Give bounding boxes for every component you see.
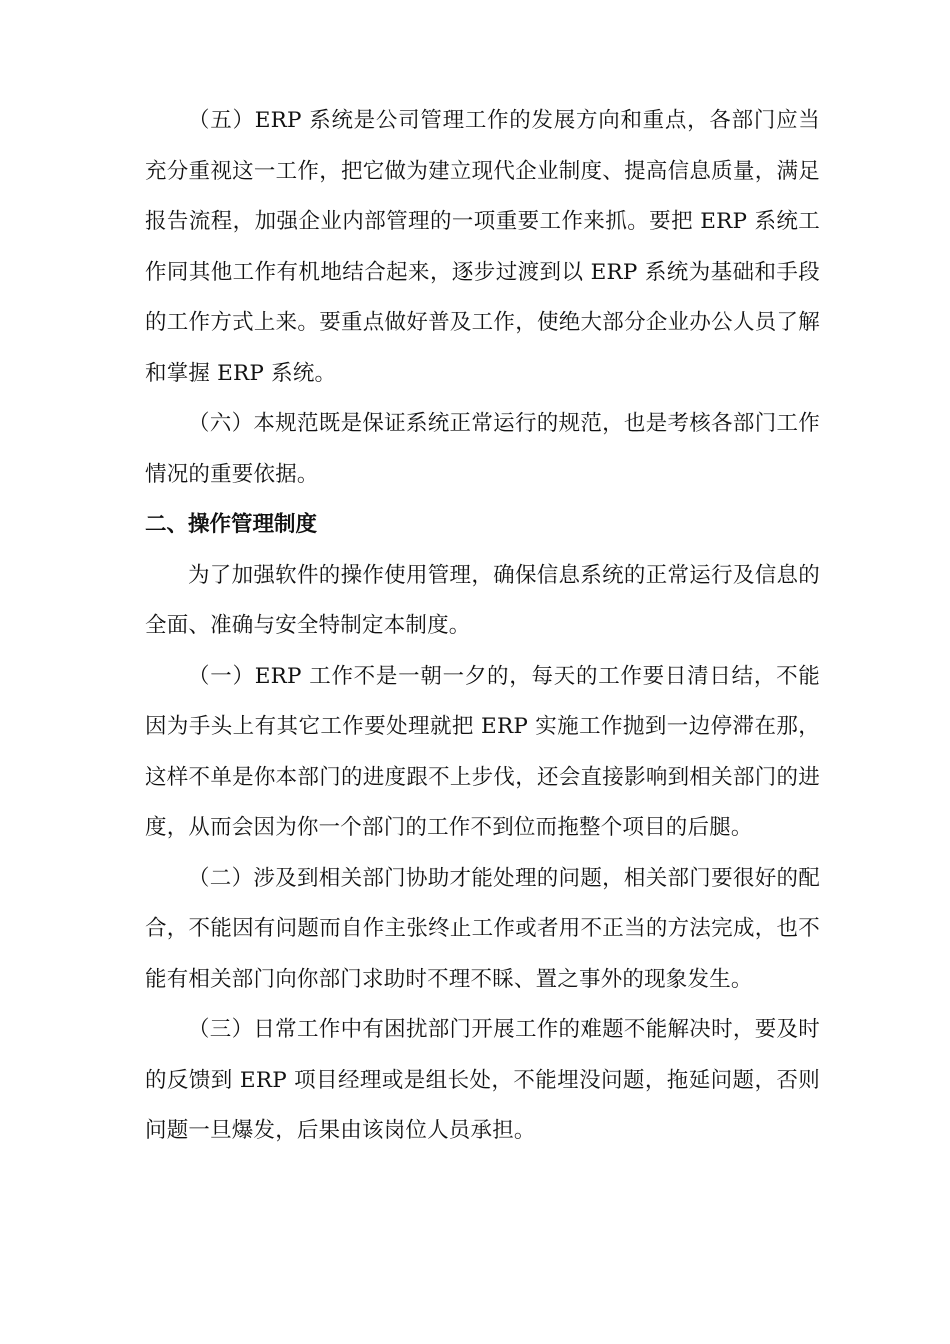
paragraph-item-5: （五）ERP 系统是公司管理工作的发展方向和重点，各部门应当充分重视这一工作，把它做为建立现代企业制度、提高信息质量，满足报告流程，加强企业内部管理的一项重要工作来抓。要把 ERP 系统工作同其他工作有机地结合起来，逐步过渡到以 ERP 系统为基础和手段的工作方式上来。要重点做好普及工作，使绝大部分企业办公人员了解和掌握 ERP 系统。 (145, 108, 820, 386)
paragraph-intro: 为了加强软件的操作使用管理，确保信息系统的正常运行及信息的全面、准确与安全特制定本制度。 (145, 562, 820, 638)
paragraph-item-6: （六）本规范既是保证系统正常运行的规范，也是考核各部门工作情况的重要依据。 (145, 411, 820, 487)
paragraph-item-3: （三）日常工作中有困扰部门开展工作的难题不能解决时，要及时的反馈到 ERP 项目经理或是组长处，不能埋没问题，拖延问题，否则问题一旦爆发，后果由该岗位人员承担。 (145, 1017, 820, 1143)
section-heading: 二、操作管理制度 (145, 512, 318, 537)
paragraph-item-2: （二）涉及到相关部门协助才能处理的问题，相关部门要很好的配合，不能因有问题而自作主张终止工作或者用不正当的方法完成，也不能有相关部门向你部门求助时不理不睬、置之事外的现象发生。 (145, 865, 820, 992)
paragraph-item-1: （一）ERP 工作不是一朝一夕的，每天的工作要日清日结，不能因为手头上有其它工作要处理就把 ERP 实施工作抛到一边停滞在那，这样不单是你本部门的进度跟不上步伐，还会直接影响到相关部门的进度，从而会因为你一个部门的工作不到位而拖整个项目的后腿。 (145, 663, 820, 840)
document-body (145, 96, 820, 1157)
